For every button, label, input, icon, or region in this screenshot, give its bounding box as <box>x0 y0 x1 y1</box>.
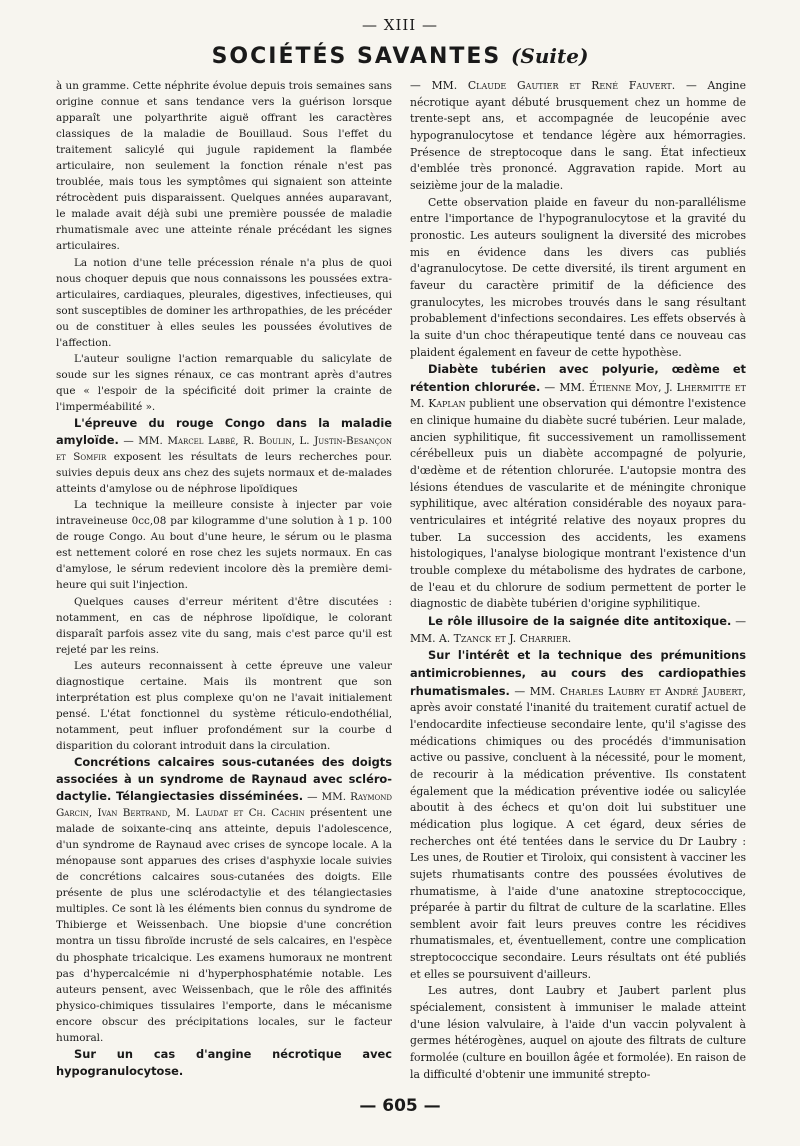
right-column <box>410 78 746 1083</box>
article-entry <box>410 78 746 195</box>
article-authors: — MM. A. Tzanck et J. Charrier. <box>410 615 746 645</box>
paragraph: Quelques causes d'erreur méritent d'être discutées : notamment, en cas de néphrose lipoïdique, le colorant disparaît parfois assez vite du sang, mais c'est parce qu'il est rejeté par les reins. <box>56 595 392 656</box>
running-title-text: SOCIÉTÉS SAVANTES <box>211 44 502 69</box>
article-authors: — MM. Claude Gautier et René Fauvert. <box>410 79 676 92</box>
paragraph: La notion d'une telle précession rénale n'a plus de quoi nous choquer depuis que nous connaissons les poussées extra-articulaires, cardiaques, pleurales, digestives, infectieuses, qui sont susceptibles de dominer les arthropathies, de les précéder ou de constituer à elles seules les poussées évolutives de l'affection. <box>56 256 392 349</box>
article-title: Sur l'intérêt et la technique des prémunitions antimicrobiennes, au cours des cardiopathies rhumatismales. <box>410 648 746 698</box>
article-text: exposent les résultats de leurs recherches pour. suivies depuis deux ans chez des sujets normaux et de-malades atteints d'amylose ou de néphrose lipoïdiques <box>56 451 392 496</box>
left-column <box>56 78 392 1080</box>
paragraph: à un gramme. Cette néphrite évolue depuis trois semaines sans origine connue et sans tendance vers la guérison lorsque apparaît une polyarthrite aiguë offrant les caractères classiques de la maladie de Bouillaud. Sous l'effet du traitement salicylé qui jugule rapidement la flambée articulaire, non seulement la fonction rénale n'est pas troublée, mais tous les symptômes qui signaient son atteinte rétrocèdent puis disparaissent. Quelques années auparavant, le malade avait déjà subi une première poussée de maladie rhumatismale avec une atteinte rénale précédant les signes articulaires. <box>56 80 392 253</box>
article-authors: — MM. Marcel Labbé, R. Boulin, L. Justin-Besançon et Somfir <box>56 435 392 464</box>
article-entry <box>56 754 392 1046</box>
article-entry <box>410 647 746 983</box>
running-title-suite: (Suite) <box>510 44 589 68</box>
article-authors: — MM. Charles Laubry et André Jaubert, <box>509 684 746 698</box>
article-title: Sur un cas d'angine nécrotique avec hypogranulocytose. <box>56 1046 392 1078</box>
article-title: Le rôle illusoire de la saignée dite antitoxique. <box>428 614 732 628</box>
paragraph: Les auteurs reconnaissent à cette épreuve une valeur diagnostique certaine. Mais ils montrent que son interprétation est plus complexe qu'on ne l'avait initialement pensé. L'état fonctionnel du système réticulo-endothélial, notamment, peut influer profondément sur la courbe d disparition du colorant introduit dans la circulation. <box>56 659 392 752</box>
article-title: Diabète tubérien avec polyurie, œdème et rétention chlorurée. <box>410 362 746 394</box>
article-entry <box>410 361 746 613</box>
roman-folio: — XIII — <box>362 16 438 34</box>
article-entry <box>56 415 392 497</box>
paragraph: Les autres, dont Laubry et Jaubert parlent plus spécialement, consistent à immuniser le malade atteint d'une lésion valvulaire, à l'aide d'un vaccin polyvalent à germes hétérogènes, auquel on ajoute des filtrats de culture formolée (culture en bouillon âgée et formolée). En raison de la difficulté d'obtenir une immunité strepto- <box>410 984 746 1081</box>
article-title: L'épreuve du rouge Congo dans la maladie amyloïde. <box>56 415 392 448</box>
article-text: présentent une malade de soixante-cinq ans atteinte, depuis l'adolescence, d'un syndrome de Raynaud avec crises de syncope locale. A la ménopause sont apparues des crises d'asphyxie locale suivies de concrétions calcaires sous-cutanées des doigts. Elle présente de plus une sclérodactylie et des télangiectasies multiples. Ce sont là les éléments bien connus du syndrome de Thibierge et Weissenbach. Une biopsie d'une concrétion montra un tissu fibroïde incrusté de sels calcaires, en l'espèce du phosphate tricalcique. Les examens humoraux ne montrent pas d'hypercalcémie ni d'hyperphosphatémie notable. Les auteurs pensent, avec Weissenbach, que le rôle des affinités physico-chimiques tissulaires l'emporte, dans le mécanisme encore obscur des précipitations locales, sur le facteur humoral. <box>56 807 392 1044</box>
page-number: — 605 — <box>359 1096 441 1116</box>
paragraph: L'auteur souligne l'action remarquable du salicylate de soude sur les signes rénaux, ce cas montrant après d'autres que « l'espoir de la spécificité doit primer la crainte de l'imperméabilité ». <box>56 352 392 413</box>
article-entry <box>56 1046 392 1080</box>
article-title: Concrétions calcaires sous-cutanées des doigts associées à un syndrome de Raynaud avec scléro-dactylie. Télangiectasies disséminées. <box>56 754 392 804</box>
article-text: publient une observation qui démontre l'existence en clinique humaine du diabète sucré tubérien. Leur malade, ancien syphilitique, fit successivement un ramollissement cérébelleux puis un diabète accompagné de polyurie, d'œdème et de rétention chlorurée. L'autopsie montra des lésions étendues de vascularite et de méningite chronique syphilitique, avec altération considérable des noyaux para-ventriculaires et intégrité relative des noyaux propres du tuber. La succession des accidents, les examens histologiques, l'analyse biologique montrant l'existence d'un trouble complexe du métabolisme des hydrates de carbone, de l'eau et du chlorure de sodium permettent de porter le diagnostic de diabète tubérien d'origine syphilitique. <box>410 397 746 611</box>
article-authors: — MM. Raymond Garcin, Ivan Bertrand, M. Laudat et Ch. Cachin <box>56 791 392 820</box>
article-authors: — MM. Étienne Moy, J. Lhermitte et M. Kaplan <box>410 380 746 411</box>
paragraph: La technique la meilleure consiste à injecter par voie intraveineuse 0cc,08 par kilogramme d'une solution à 1 p. 100 de rouge Congo. Au bout d'une heure, le sérum ou le plasma est nettement coloré en rose chez les sujets normaux. En cas d'amylose, le sérum redevient incolore dès la première demi-heure qui suit l'injection. <box>56 499 392 592</box>
running-title <box>0 44 800 69</box>
article-text: après avoir constaté l'inanité du traitement curatif actuel de l'endocardite infectieuse secondaire lente, qu'il s'agisse des médications chimiques ou des procédés d'immunisation active ou passive, concluent à la nécessité, pour le moment, de recourir à la médication préventive. Ils constatent également que la médication préventive iodée ou salicylée aboutit à des échecs et qu'on doit lui substituer une médication plus logique. A cet égard, deux séries de recherches ont été tentées dans le service du Dr Laubry : Les unes, de Routier et Tiroloix, qui consistent à vacciner les sujets rhumatisants contre des poussées évolutives de rhumatisme, à l'aide d'une anatoxine streptococcique, préparée à partir du filtrat de culture de la scarlatine. Elles semblent avoir fait leurs preuves contre les récidives rhumatismales, et, éventuellement, contre une complication streptococcique secondaire. Leurs résultats ont été publiés et elles se poursuivent d'ailleurs. <box>410 701 746 981</box>
paragraph: Cette observation plaide en faveur du non-parallélisme entre l'importance de l'hypogranulocytose et la gravité du pronostic. Les auteurs soulignent la diversité des microbes mis en évidence dans les divers cas publiés d'agranulocytose. De cette diversité, ils tirent argument en faveur du caractère primitif de la déficience des granulocytes, les microbes trouvés dans le sang résultant probablement d'infections secondaires. Les effets observés à la suite d'un choc thérapeutique tenté dans ce nouveau cas plaident également en faveur de cette hypothèse. <box>410 195 746 359</box>
article-entry <box>410 613 746 647</box>
article-text: — Angine nécrotique ayant débuté brusquement chez un homme de trente-sept ans, et accompagnée de leucopénie avec hypogranulocytose et tendance légère aux hémorragies. Présence de streptocoque dans le sang. État infectieux d'emblée très prononcé. Aggravation rapide. Mort au seizième jour de la maladie. <box>410 79 746 192</box>
